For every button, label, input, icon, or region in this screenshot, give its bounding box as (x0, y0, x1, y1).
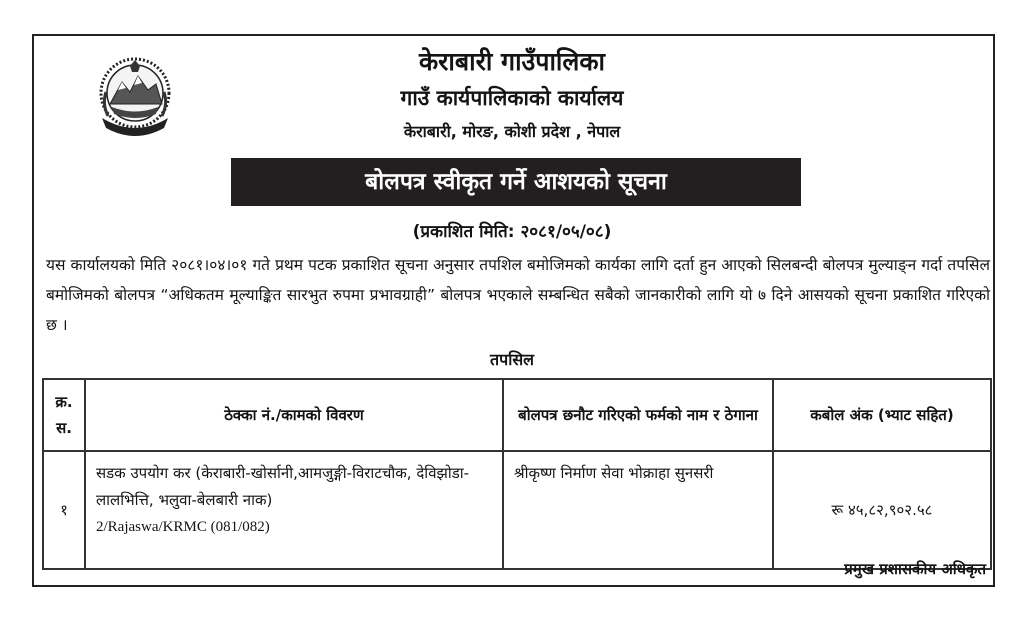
notice-body: यस कार्यालयको मिति २०८१।०४।०१ गते प्रथम पटक प्रकाशित सूचना अनुसार तपशिल बमोजिमको कार्यका लागि दर्ता हुन आएको सिलबन्दी बोलपत्र मुल्याङ्न गर्दा तपसिल बमोजिमको बोलपत्र “अधिकतम मूल्याङ्कित सारभुत रुपमा प्रभावग्राही” बोलपत्र भएकाले सम्बन्धित सबैको जानकारीको लागि यो ७ दिने आसयको सूचना प्रकाशित गरिएको छ । (46, 256, 990, 334)
signatory-title: प्रमुख प्रशासकीय अधिकृत (844, 560, 986, 578)
contract-number: 2/Rajaswa/KRMC (081/082) (96, 519, 270, 535)
schedule-label: तपसिल (489, 350, 535, 369)
row-firm: श्रीकृष्ण निर्माण सेवा भोक्राहा सुनसरी (503, 451, 773, 569)
work-description: सडक उपयोग कर (केराबारी-खोर्सानी,आमजुङ्गी-विराटचौक, देविझोडा-लालभित्ति, भलुवा-बेलबारी नाक) (96, 464, 470, 509)
published-date: (प्रकाशित मिति: २०८१/०५/०८) (412, 222, 612, 242)
office-name: गाउँ कार्यपालिकाको कार्यालय (400, 86, 624, 110)
office-address: केराबारी, मोरङ, कोशी प्रदेश , नेपाल (403, 122, 621, 141)
header-sn: क्र. स. (43, 379, 85, 451)
row-work (85, 451, 503, 569)
row-sn: १ (43, 451, 85, 569)
header-firm: बोलपत्र छनौट गरिएको फर्मको नाम र ठेगाना (503, 379, 773, 451)
header-amount: कबोल अंक (भ्याट सहित) (773, 379, 991, 451)
table-row (43, 451, 991, 569)
award-table (42, 378, 992, 570)
municipality-name: केराबारी गाउँपालिका (418, 47, 606, 76)
table-header-row (43, 379, 991, 451)
notice-title: बोलपत्र स्वीकृत गर्ने आशयको सूचना (231, 158, 801, 206)
header-work: ठेक्का नं./कामको विवरण (85, 379, 503, 451)
row-amount: रू ४५,८२,९०२.५८ (773, 451, 991, 569)
